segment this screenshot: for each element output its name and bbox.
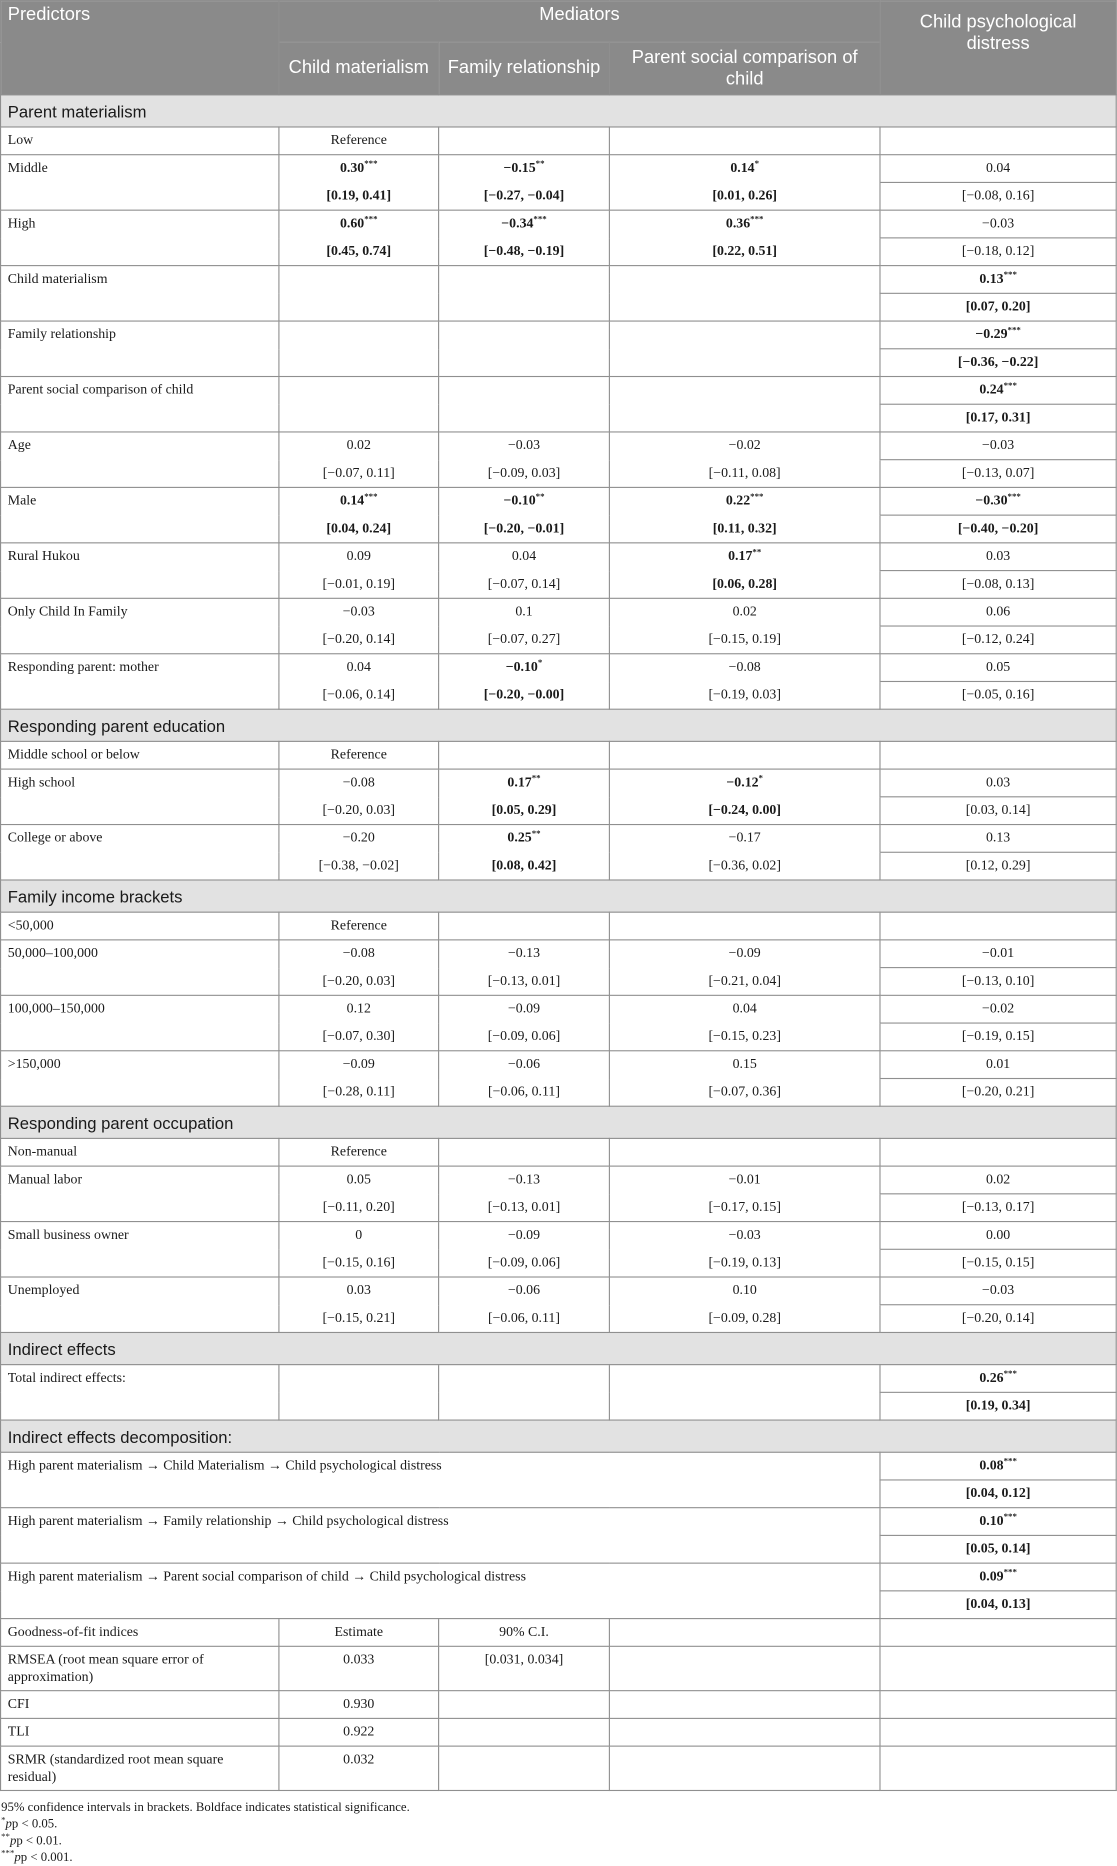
header-predictors: Predictors [1,1,279,95]
cell-pc-estimate [609,1365,880,1420]
cell-cm-estimate: 0.03 [279,1277,439,1305]
cell-empty [609,1646,880,1690]
cell-fr-estimate: −0.13 [439,1166,610,1194]
row-label: High school [1,769,279,824]
cell-pc-estimate: 0.14* [609,155,880,183]
cell-cm-estimate: 0.12 [279,995,439,1023]
cell-pc-ci: [−0.24, 0.00] [609,797,880,825]
cell-empty [439,912,610,940]
cell-fr-estimate: −0.09 [439,1222,610,1250]
cell-pc-estimate: 0.02 [609,598,880,626]
cell-cm-estimate [279,377,439,432]
cell-fr-ci: [0.05, 0.29] [439,797,610,825]
cell-cd-estimate: −0.03 [880,210,1116,238]
row-label: Low [1,127,279,155]
table-row [1,1166,1117,1194]
cell-empty [439,1138,610,1166]
row-label: 50,000–100,000 [1,940,279,995]
cell-fr-estimate: 0.1 [439,598,610,626]
cell-pc-estimate: −0.12* [609,769,880,797]
cell-pc-estimate: −0.01 [609,1166,880,1194]
cell-cd-ci: [−0.13, 0.17] [880,1194,1116,1222]
table-row [1,1277,1117,1305]
table-row [1,432,1117,460]
cell-pc-ci: [0.11, 0.32] [609,515,880,543]
cell-cm-estimate: 0.02 [279,432,439,460]
cell-pc-estimate: −0.17 [609,825,880,853]
table-notes [0,1800,1116,1866]
cell-cd-estimate: 0.04 [880,155,1116,183]
cell-cd-ci: [0.19, 0.34] [880,1392,1116,1420]
cell-fr-ci: [−0.06, 0.11] [439,1079,610,1107]
cell-cd-estimate: 0.13 [880,825,1116,853]
cell-fr-estimate [439,377,610,432]
row-label: Non-manual [1,1138,279,1166]
cell-cm-ci: [−0.20, 0.14] [279,626,439,654]
cell-cm-ci: [−0.20, 0.03] [279,797,439,825]
cell-fr-ci: [−0.20, −0.01] [439,515,610,543]
cell-fr-estimate [439,1365,610,1420]
cell-cm-estimate: 0.30*** [279,155,439,183]
cell-fr-ci: [−0.09, 0.06] [439,1023,610,1051]
row-label: Family relationship [1,321,279,376]
cell-pc-estimate: 0.36*** [609,210,880,238]
fit-estimate: 0.032 [279,1746,439,1790]
cell-fr-estimate: 0.17** [439,769,610,797]
cell-empty [609,1718,880,1746]
cell-pc-estimate: −0.02 [609,432,880,460]
header-mediators: Mediators [279,1,880,42]
cell-fr-estimate: −0.13 [439,940,610,968]
cell-cd-ci: [−0.18, 0.12] [880,238,1116,266]
cell-cd-estimate: 0.08*** [880,1452,1116,1480]
cell-cd-estimate: 0.05 [880,654,1116,682]
cell-cm-estimate: −0.20 [279,825,439,853]
cell-pc-ci: [−0.19, 0.13] [609,1249,880,1277]
cell-pc-ci: [0.06, 0.28] [609,571,880,599]
cell-empty [609,1138,880,1166]
cell-cm-estimate: 0.14*** [279,487,439,515]
cell-cd-estimate: 0.26*** [880,1365,1116,1393]
fit-ci [439,1718,610,1746]
cell-cm-estimate [279,266,439,321]
cell-empty [439,127,610,155]
cell-reference: Reference [279,1138,439,1166]
cell-cd-estimate: 0.24*** [880,377,1116,405]
cell-pc-estimate: 0.04 [609,995,880,1023]
cell-cd-estimate: 0.02 [880,1166,1116,1194]
cell-fr-ci: [−0.13, 0.01] [439,968,610,996]
cell-cm-ci: [−0.15, 0.16] [279,1249,439,1277]
cell-pc-estimate: 0.15 [609,1051,880,1079]
row-label: Manual labor [1,1166,279,1221]
cell-fr-estimate: −0.34*** [439,210,610,238]
row-label: Small business owner [1,1222,279,1277]
cell-pc-estimate: 0.17** [609,543,880,571]
table-row [1,940,1117,968]
table-row [1,487,1117,515]
cell-empty [880,1746,1116,1790]
cell-empty [609,1691,880,1719]
cell-cm-ci: [0.04, 0.24] [279,515,439,543]
fit-estimate: 0.922 [279,1718,439,1746]
cell-empty [439,741,610,769]
cell-fr-ci: [−0.07, 0.14] [439,571,610,599]
cell-empty [880,741,1116,769]
row-label: Age [1,432,279,487]
cell-cd-ci: [−0.13, 0.10] [880,968,1116,996]
cell-cd-estimate: 0.01 [880,1051,1116,1079]
cell-fr-estimate: −0.10* [439,654,610,682]
cell-pc-ci: [0.01, 0.26] [609,182,880,210]
cell-fr-estimate: 0.25** [439,825,610,853]
header-family-relationship: Family relationship [439,42,610,95]
cell-fr-estimate: −0.10** [439,487,610,515]
cell-cm-ci: [−0.28, 0.11] [279,1079,439,1107]
table-row [1,543,1117,571]
row-label: Rural Hukou [1,543,279,598]
cell-cm-estimate: 0.04 [279,654,439,682]
row-label: Unemployed [1,1277,279,1332]
cell-cd-ci: [−0.08, 0.13] [880,571,1116,599]
row-label: 100,000–150,000 [1,995,279,1050]
row-label: Only Child In Family [1,598,279,653]
cell-empty [609,912,880,940]
row-label: >150,000 [1,1051,279,1106]
cell-pc-ci: [−0.36, 0.02] [609,852,880,880]
cell-cd-ci: [−0.36, −0.22] [880,349,1116,377]
cell-cd-estimate: 0.06 [880,598,1116,626]
cell-pc-ci: [−0.09, 0.28] [609,1305,880,1333]
cell-fr-estimate: −0.06 [439,1051,610,1079]
cell-pc-estimate: −0.08 [609,654,880,682]
cell-fr-ci: [−0.09, 0.06] [439,1249,610,1277]
table-row [1,266,1117,294]
cell-fr-estimate: −0.06 [439,1277,610,1305]
table-row [1,769,1117,797]
cell-reference: Reference [279,912,439,940]
fit-ci [439,1691,610,1719]
section-parent-materialism: Parent materialism [1,95,1117,127]
table-row [1,825,1117,853]
fit-estimate: 0.033 [279,1646,439,1690]
cell-cm-ci: [0.19, 0.41] [279,182,439,210]
cell-cm-ci: [−0.15, 0.21] [279,1305,439,1333]
cell-cd-estimate: −0.29*** [880,321,1116,349]
section-parent-education: Responding parent education [1,709,1117,741]
fit-estimate: 0.930 [279,1691,439,1719]
cell-cd-ci: [−0.08, 0.16] [880,182,1116,210]
cell-fr-ci: [−0.48, −0.19] [439,238,610,266]
cell-cm-ci: [−0.07, 0.30] [279,1023,439,1051]
cell-fr-ci: [−0.07, 0.27] [439,626,610,654]
row-label: Parent social comparison of child [1,377,279,432]
cell-pc-ci: [−0.17, 0.15] [609,1194,880,1222]
cell-fr-ci: [−0.27, −0.04] [439,182,610,210]
cell-cd-estimate: 0.03 [880,769,1116,797]
cell-fr-ci: [−0.13, 0.01] [439,1194,610,1222]
cell-cm-ci: [−0.11, 0.20] [279,1194,439,1222]
cell-cm-estimate: 0.09 [279,543,439,571]
header-child-materialism: Child materialism [279,42,439,95]
cell-cm-ci: [0.45, 0.74] [279,238,439,266]
fit-label: Goodness-of-fit indices [1,1619,279,1647]
table-row [1,377,1117,405]
cell-pc-ci: [−0.11, 0.08] [609,460,880,488]
cell-cm-ci: [−0.07, 0.11] [279,460,439,488]
cell-cm-estimate: 0.05 [279,1166,439,1194]
cell-empty [880,1691,1116,1719]
table-row [1,210,1117,238]
cell-pc-estimate [609,266,880,321]
cell-pc-estimate: 0.22*** [609,487,880,515]
cell-fr-ci: [0.08, 0.42] [439,852,610,880]
cell-fr-ci: [−0.20, −0.00] [439,681,610,709]
table-row [1,1051,1117,1079]
cell-cd-estimate: −0.01 [880,940,1116,968]
cell-pc-ci: [−0.07, 0.36] [609,1079,880,1107]
row-label: High parent materialism → Parent social comparison of child → Child psychological distress [1,1563,880,1618]
table-row [1,1563,1117,1591]
table-row [1,1222,1117,1250]
cell-cd-ci: [−0.40, −0.20] [880,515,1116,543]
header-child-distress: Child psychological distress [880,1,1116,95]
table-row [1,321,1117,349]
cell-fr-estimate: −0.03 [439,432,610,460]
section-parent-occupation: Responding parent occupation [1,1106,1117,1138]
note-p05: *pp < 0.05. [1,1814,58,1831]
cell-fr-estimate [439,321,610,376]
cell-cd-ci: [−0.13, 0.07] [880,460,1116,488]
cell-pc-ci: [−0.19, 0.03] [609,681,880,709]
cell-pc-estimate: 0.10 [609,1277,880,1305]
cell-fr-ci: [−0.09, 0.03] [439,460,610,488]
cell-pc-ci: [−0.15, 0.23] [609,1023,880,1051]
cell-pc-ci: [−0.15, 0.19] [609,626,880,654]
cell-cd-ci: [0.07, 0.20] [880,293,1116,321]
cell-empty [880,912,1116,940]
cell-cd-ci: [−0.19, 0.15] [880,1023,1116,1051]
table-row [1,1508,1117,1536]
cell-cd-ci: [0.12, 0.29] [880,852,1116,880]
cell-cd-ci: [−0.20, 0.14] [880,1305,1116,1333]
row-label: Male [1,487,279,542]
cell-cm-estimate: −0.08 [279,769,439,797]
section-family-income: Family income brackets [1,880,1117,912]
row-label: <50,000 [1,912,279,940]
section-indirect-effects: Indirect effects [1,1332,1117,1364]
cell-pc-estimate: −0.03 [609,1222,880,1250]
cell-cd-ci: [0.03, 0.14] [880,797,1116,825]
cell-cd-estimate: 0.03 [880,543,1116,571]
row-label: Child materialism [1,266,279,321]
cell-cd-estimate: −0.03 [880,432,1116,460]
cell-cm-ci: [−0.20, 0.03] [279,968,439,996]
fit-label: TLI [1,1718,279,1746]
cell-cd-estimate: −0.03 [880,1277,1116,1305]
fit-label: RMSEA (root mean square error of approximation) [1,1646,279,1690]
cell-fr-estimate [439,266,610,321]
cell-cd-ci: [0.04, 0.13] [880,1591,1116,1619]
cell-fr-estimate: −0.09 [439,995,610,1023]
fit-ci [439,1746,610,1790]
cell-pc-ci: [0.22, 0.51] [609,238,880,266]
table-row [1,598,1117,626]
cell-cm-estimate: −0.03 [279,598,439,626]
fit-ci: 90% C.I. [439,1619,610,1647]
cell-cm-estimate: −0.08 [279,940,439,968]
cell-cm-estimate: 0 [279,1222,439,1250]
cell-cm-ci: [−0.06, 0.14] [279,681,439,709]
note-p001: ***pp < 0.001. [1,1847,73,1865]
fit-label: CFI [1,1691,279,1719]
table-row [1,654,1117,682]
cell-reference: Reference [279,741,439,769]
cell-cd-ci: [0.17, 0.31] [880,404,1116,432]
row-label: High parent materialism → Family relationship → Child psychological distress [1,1508,880,1563]
cell-cd-estimate: 0.09*** [880,1563,1116,1591]
cell-cm-estimate [279,321,439,376]
table-row [1,1452,1117,1480]
cell-empty [880,1646,1116,1690]
row-label: College or above [1,825,279,880]
cell-empty [609,127,880,155]
cell-cd-ci: [0.05, 0.14] [880,1535,1116,1563]
cell-reference: Reference [279,127,439,155]
cell-cm-ci: [−0.01, 0.19] [279,571,439,599]
cell-cm-estimate [279,1365,439,1420]
cell-cm-estimate: −0.09 [279,1051,439,1079]
cell-empty [880,1718,1116,1746]
cell-empty [880,1619,1116,1647]
cell-cd-ci: [−0.20, 0.21] [880,1079,1116,1107]
cell-fr-estimate: −0.15** [439,155,610,183]
cell-fr-ci: [−0.06, 0.11] [439,1305,610,1333]
cell-cd-ci: [−0.12, 0.24] [880,626,1116,654]
fit-estimate: Estimate [279,1619,439,1647]
cell-cd-estimate: −0.30*** [880,487,1116,515]
row-label: Total indirect effects: [1,1365,279,1420]
cell-cd-estimate: 0.00 [880,1222,1116,1250]
cell-empty [609,1619,880,1647]
row-label: Middle school or below [1,741,279,769]
cell-empty [609,1746,880,1790]
cell-empty [609,741,880,769]
cell-pc-estimate: −0.09 [609,940,880,968]
cell-cd-ci: [−0.05, 0.16] [880,681,1116,709]
section-indirect-decomposition: Indirect effects decomposition: [1,1420,1117,1452]
cell-empty [880,127,1116,155]
cell-cd-ci: [0.04, 0.12] [880,1480,1116,1508]
header-parent-social-comparison: Parent social comparison of child [609,42,880,95]
cell-cm-ci: [−0.38, −0.02] [279,852,439,880]
row-label: Middle [1,155,279,210]
fit-label: SRMR (standardized root mean square residual) [1,1746,279,1790]
cell-empty [880,1138,1116,1166]
cell-cd-estimate: −0.02 [880,995,1116,1023]
note-ci: 95% confidence intervals in brackets. Boldface indicates statistical significance. [1,1801,410,1815]
fit-ci: [0.031, 0.034] [439,1646,610,1690]
row-label: High parent materialism → Child Materialism → Child psychological distress [1,1452,880,1507]
table-row [1,1365,1117,1393]
cell-pc-ci: [−0.21, 0.04] [609,968,880,996]
cell-cd-estimate: 0.10*** [880,1508,1116,1536]
cell-cm-estimate: 0.60*** [279,210,439,238]
cell-cd-ci: [−0.15, 0.15] [880,1249,1116,1277]
table-row [1,155,1117,183]
cell-pc-estimate [609,321,880,376]
table-row [1,995,1117,1023]
row-label: High [1,210,279,265]
note-p01: **pp < 0.01. [1,1831,62,1848]
row-label: Responding parent: mother [1,654,279,709]
cell-fr-estimate: 0.04 [439,543,610,571]
cell-cd-estimate: 0.13*** [880,266,1116,294]
cell-pc-estimate [609,377,880,432]
